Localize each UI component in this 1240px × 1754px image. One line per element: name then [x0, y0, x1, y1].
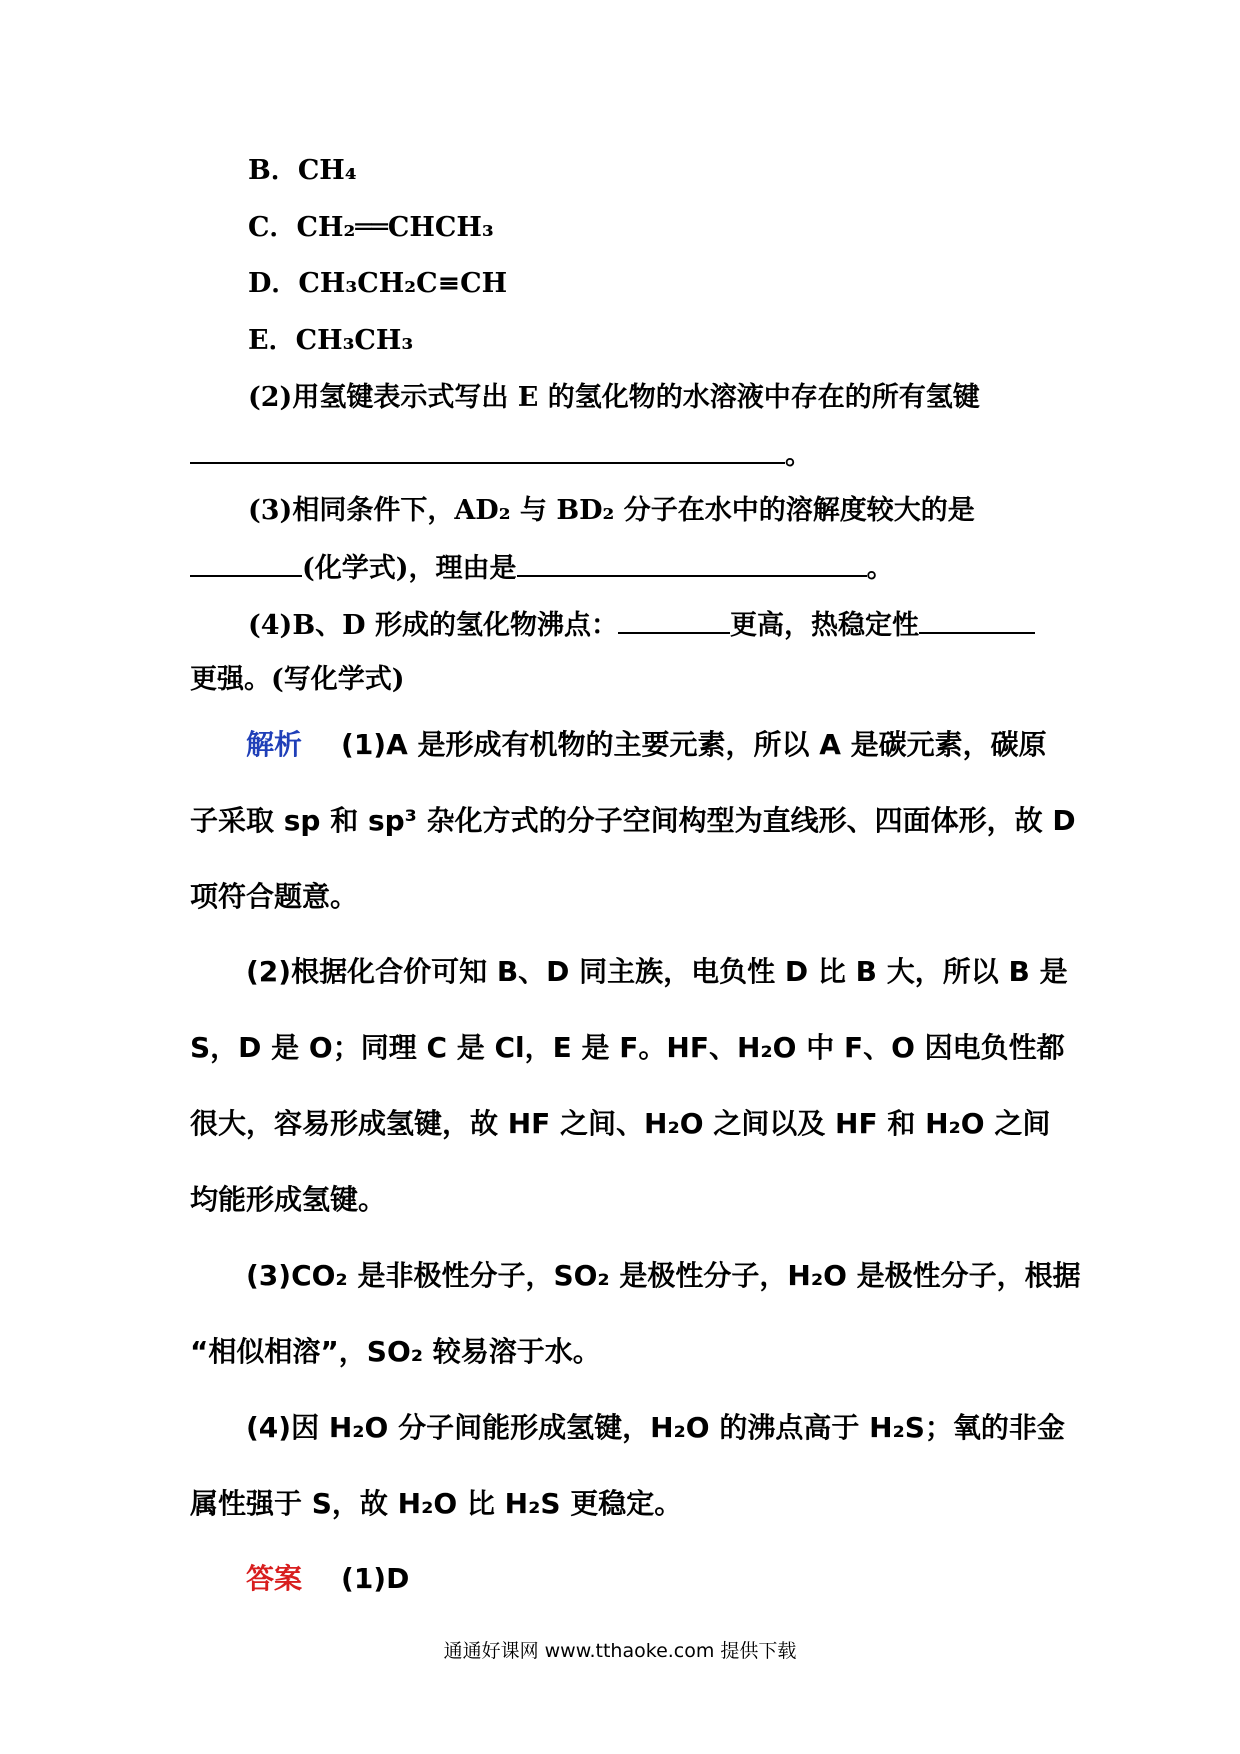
question-3-line1: (3)相同条件下，AD₂ 与 BD₂ 分子在水中的溶解度较大的是 — [248, 495, 975, 526]
analysis-p4-line1: (4)因 H₂O 分子间能形成氢键，H₂O 的沸点高于 H₂S；氧的非金 — [246, 1411, 1065, 1444]
analysis-p1-line1: (1)A 是形成有机物的主要元素，所以 A 是碳元素，碳原 — [341, 728, 1047, 761]
question-4-mid: 更高，热稳定性 — [729, 610, 919, 641]
analysis-p3-line2: “相似相溶”，SO₂ 较易溶于水。 — [190, 1335, 601, 1368]
answer-line — [246, 1562, 410, 1595]
question-4-text: (4)B、D 形成的氢化物沸点： — [248, 610, 618, 641]
question-2-end: 。 — [785, 440, 812, 471]
question-4-line2: 更强。(写化学式) — [190, 664, 405, 695]
answer-blank — [190, 440, 785, 464]
analysis-p2-line4: 均能形成氢键。 — [190, 1183, 387, 1216]
question-2-text: (2)用氢键表示式写出 E 的氢化物的水溶液中存在的所有氢键 — [248, 382, 980, 413]
question-3-line2 — [190, 553, 894, 582]
option-c: C．CH₂══CHCH₃ — [248, 212, 494, 243]
option-d: D．CH₃CH₂C≡CH — [248, 268, 508, 299]
analysis-p1-line3: 项符合题意。 — [190, 880, 359, 913]
question-4-line1 — [248, 610, 1035, 639]
answer-blank — [190, 553, 302, 577]
analysis-p1-line2: 子采取 sp 和 sp³ 杂化方式的分子空间构型为直线形、四面体形，故 D — [190, 804, 1076, 837]
answer-blank — [618, 610, 730, 634]
question-3-mid: (化学式)，理由是 — [302, 553, 517, 584]
answer-blank — [517, 553, 867, 577]
analysis-label: 解析 — [246, 728, 303, 761]
question-3-end: 。 — [866, 553, 894, 584]
analysis-p2-line3: 很大，容易形成氢键，故 HF 之间、H₂O 之间以及 HF 和 H₂O 之间 — [190, 1107, 1051, 1140]
option-e: E．CH₃CH₃ — [248, 325, 414, 356]
answer-blank — [919, 610, 1035, 634]
option-b: B．CH₄ — [248, 155, 357, 186]
analysis-p4-line2: 属性强于 S，故 H₂O 比 H₂S 更稳定。 — [190, 1487, 683, 1520]
answer-label: 答案 — [246, 1562, 303, 1595]
analysis-line-1 — [246, 728, 1047, 761]
analysis-p2-line1: (2)根据化合价可知 B、D 同主族，电负性 D 比 B 大，所以 B 是 — [246, 955, 1068, 988]
answer-text: (1)D — [341, 1562, 410, 1595]
question-2-answer-line — [190, 440, 812, 469]
analysis-p3-line1: (3)CO₂ 是非极性分子，SO₂ 是极性分子，H₂O 是极性分子，根据 — [246, 1259, 1081, 1292]
analysis-p2-line2: S，D 是 O；同理 C 是 Cl，E 是 F。HF、H₂O 中 F、O 因电负性都 — [190, 1031, 1065, 1064]
page-footer: 通通好课网 www.tthaoke.com 提供下载 — [443, 1640, 797, 1662]
